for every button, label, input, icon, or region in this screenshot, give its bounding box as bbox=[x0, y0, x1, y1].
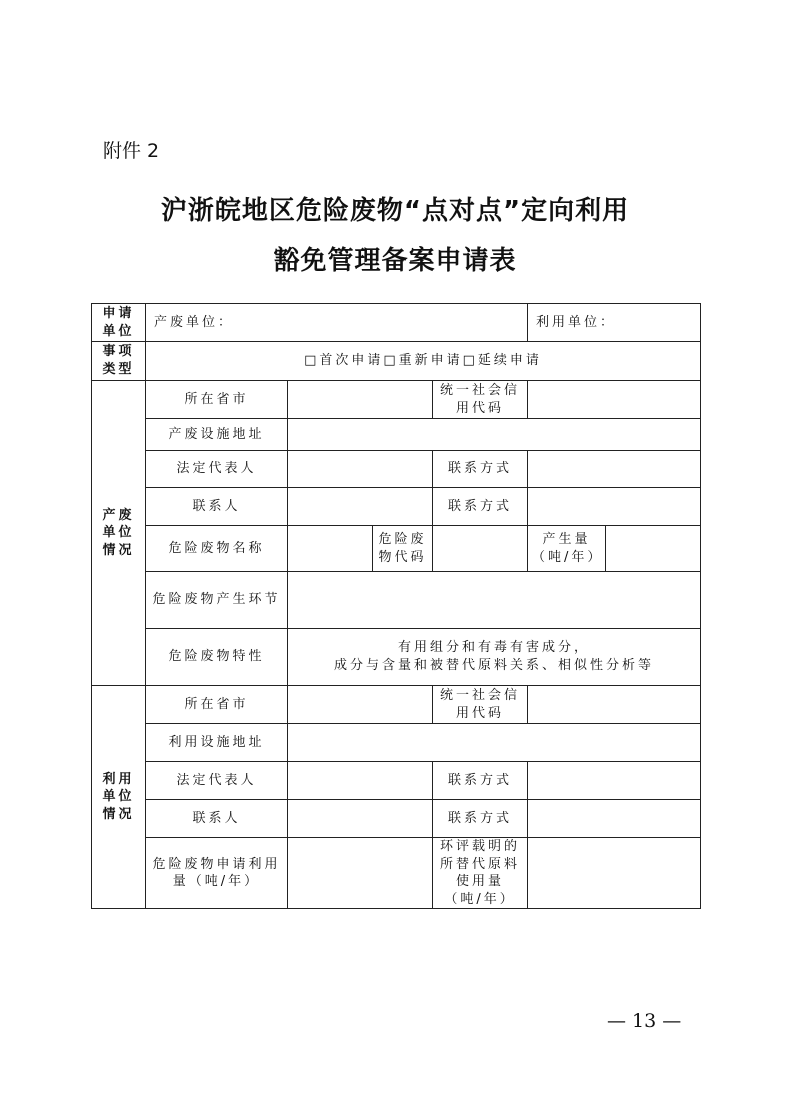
form-title-line-1: 沪浙皖地区危险废物“点对点”定向利用 bbox=[160, 196, 630, 226]
user-facility-address-value[interactable] bbox=[288, 724, 701, 762]
apply-amount-label: 危险废物申请利用量（吨/年） bbox=[146, 838, 288, 909]
waste-stage-label: 危险废物产生环节 bbox=[146, 572, 288, 629]
waste-property-label: 危险废物特性 bbox=[146, 629, 288, 686]
user-contact-method-label: 联系方式 bbox=[433, 762, 528, 800]
producer-province-value[interactable] bbox=[288, 381, 433, 419]
waste-property-description[interactable] bbox=[288, 629, 701, 686]
application-form-table bbox=[91, 303, 701, 909]
property-desc-line-2: 成分与含量和被替代原料关系、相似性分析等 bbox=[334, 658, 655, 673]
producer-section-header: 产废单位情况 bbox=[92, 381, 146, 686]
type-header: 事项类型 bbox=[92, 342, 146, 381]
producer-contact-method-value-2[interactable] bbox=[528, 488, 701, 526]
user-contact-method-value[interactable] bbox=[528, 762, 701, 800]
waste-code-value[interactable] bbox=[433, 526, 528, 572]
producer-unit-field[interactable]: 产废单位： bbox=[146, 304, 528, 342]
waste-stage-value[interactable] bbox=[288, 572, 701, 629]
waste-name-label: 危险废物名称 bbox=[146, 526, 288, 572]
producer-contact-method-label: 联系方式 bbox=[433, 451, 528, 488]
user-legal-rep-label: 法定代表人 bbox=[146, 762, 288, 800]
producer-province-label: 所在省市 bbox=[146, 381, 288, 419]
user-contact-person-value[interactable] bbox=[288, 800, 433, 838]
producer-contact-method-label-2: 联系方式 bbox=[433, 488, 528, 526]
waste-code-label: 危险废物代码 bbox=[373, 526, 433, 572]
user-contact-person-label: 联系人 bbox=[146, 800, 288, 838]
output-value[interactable] bbox=[606, 526, 701, 572]
producer-legal-rep-label: 法定代表人 bbox=[146, 451, 288, 488]
producer-legal-rep-value[interactable] bbox=[288, 451, 433, 488]
producer-contact-person-label: 联系人 bbox=[146, 488, 288, 526]
user-province-value[interactable] bbox=[288, 686, 433, 724]
user-legal-rep-value[interactable] bbox=[288, 762, 433, 800]
eia-amount-label: 环评载明的所替代原料使用量（吨/年） bbox=[433, 838, 528, 909]
user-unit-field[interactable]: 利用单位： bbox=[528, 304, 701, 342]
user-contact-method-value-2[interactable] bbox=[528, 800, 701, 838]
user-facility-address-label: 利用设施地址 bbox=[146, 724, 288, 762]
output-label: 产生量（吨/年） bbox=[528, 526, 606, 572]
type-options[interactable]: □首次申请□重新申请□延续申请 bbox=[146, 342, 701, 381]
apply-amount-value[interactable] bbox=[288, 838, 433, 909]
user-province-label: 所在省市 bbox=[146, 686, 288, 724]
form-title-line-2: 豁免管理备案申请表 bbox=[273, 246, 517, 276]
eia-amount-value[interactable] bbox=[528, 838, 701, 909]
user-section-header: 利用单位情况 bbox=[92, 686, 146, 909]
producer-contact-method-value[interactable] bbox=[528, 451, 701, 488]
producer-facility-address-label: 产废设施地址 bbox=[146, 419, 288, 451]
user-contact-method-label-2: 联系方式 bbox=[433, 800, 528, 838]
page-number: — 13 — bbox=[607, 1010, 682, 1032]
attachment-label: 附件 2 bbox=[103, 140, 160, 162]
property-desc-line-1: 有用组分和有毒有害成分， bbox=[398, 640, 591, 656]
producer-contact-person-value[interactable] bbox=[288, 488, 433, 526]
user-credit-code-label: 统一社会信用代码 bbox=[433, 686, 528, 724]
applicant-header: 申请单位 bbox=[92, 304, 146, 342]
user-credit-code-value[interactable] bbox=[528, 686, 701, 724]
producer-credit-code-value[interactable] bbox=[528, 381, 701, 419]
producer-credit-code-label: 统一社会信用代码 bbox=[433, 381, 528, 419]
waste-name-value[interactable] bbox=[288, 526, 373, 572]
producer-facility-address-value[interactable] bbox=[288, 419, 701, 451]
